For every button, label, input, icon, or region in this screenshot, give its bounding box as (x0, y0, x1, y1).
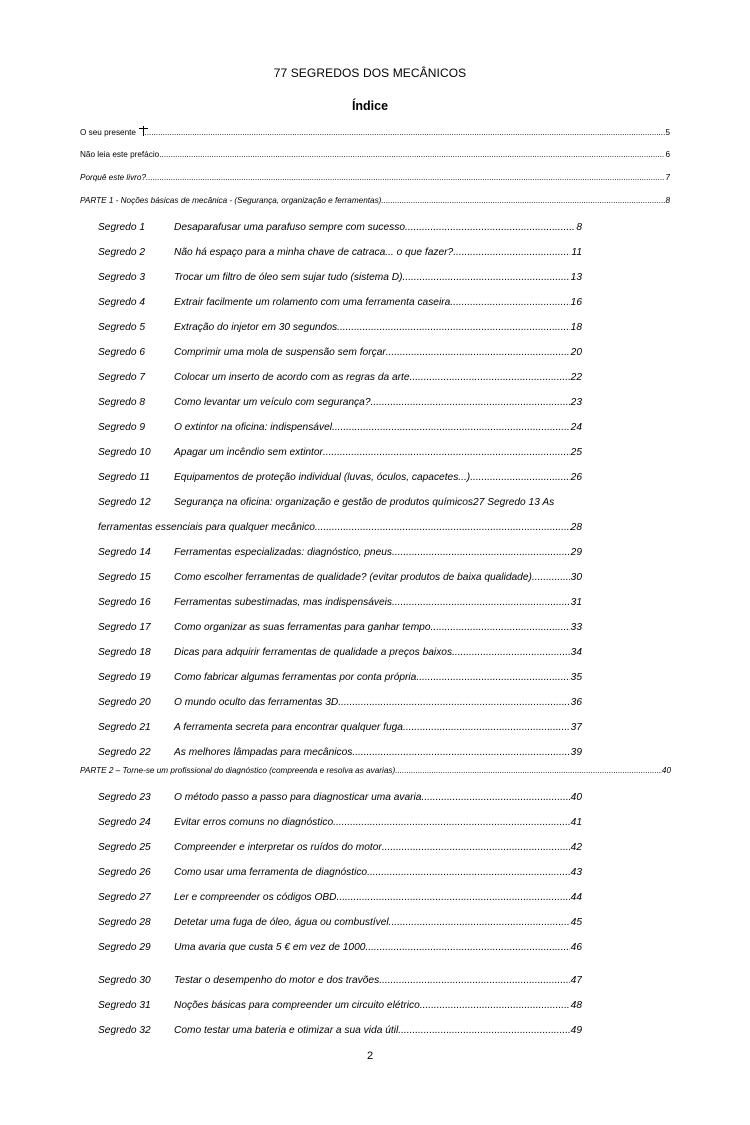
secret-label: Segredo 20 (98, 697, 151, 708)
toc-entry-secret[interactable] (98, 447, 582, 458)
secret-label: Segredo 30 (98, 975, 151, 986)
secret-label: Segredo 28 (98, 917, 151, 928)
leader-dots (367, 867, 570, 878)
toc-entry-secret[interactable] (98, 867, 582, 878)
toc-part-1[interactable] (80, 196, 670, 205)
secret-label: Segredo 29 (98, 942, 151, 953)
toc-entry-secret[interactable] (98, 975, 582, 986)
secret-title: Extração do injetor em 30 segundos (174, 322, 338, 333)
toc-entry-secret[interactable] (98, 1000, 582, 1011)
secret-label: Segredo 7 (98, 372, 146, 383)
toc-entry-secret[interactable] (98, 1025, 582, 1036)
toc-entry-secret[interactable] (98, 917, 582, 928)
secret-label: Segredo 9 (98, 422, 146, 433)
secret-page: 31 (570, 597, 582, 608)
secret-title: Dicas para adquirir ferramentas de qualidade a preços baixos (174, 647, 453, 658)
toc-entry-secret[interactable] (98, 622, 582, 633)
secret-page: 42 (570, 842, 582, 853)
leader-dots (416, 672, 569, 683)
toc-entry-secret[interactable] (98, 247, 582, 258)
leader-dots (470, 472, 569, 483)
secret-label: Segredo 5 (98, 322, 146, 333)
document-title: 77 SEGREDOS DOS MECÂNICOS (273, 66, 467, 80)
secret-title: O mundo oculto das ferramentas 3D (174, 697, 339, 708)
secret-label: Segredo 19 (98, 672, 151, 683)
leader-dots (337, 892, 570, 903)
secret-title: Detetar uma fuga de óleo, água ou combustível (174, 917, 389, 928)
secret-label: Segredo 8 (98, 397, 146, 408)
toc-entry-continuation[interactable] (98, 522, 582, 533)
secret-page: 23 (570, 397, 582, 408)
secret-label: Segredo 25 (98, 842, 151, 853)
secret-page: 47 (570, 975, 582, 986)
toc-part-page: 8 (665, 196, 670, 205)
cross-gift-icon (139, 126, 145, 136)
secret-page: 26 (570, 472, 582, 483)
secret-page: 22 (570, 372, 582, 383)
toc-entry-secret[interactable] (98, 422, 582, 433)
secret-title: Como organizar as suas ferramentas para ganhar tempo (174, 622, 431, 633)
secret-title: Compreender e interpretar os ruídos do motor (174, 842, 382, 853)
secret-label: Segredo 15 (98, 572, 151, 583)
toc-entry-secret[interactable] (98, 792, 582, 803)
toc-part-2[interactable] (80, 766, 671, 775)
toc-entry-secret[interactable] (98, 942, 582, 953)
secret-page: 36 (570, 697, 582, 708)
secret-title: Noções básicas para compreender um circuito elétrico (174, 1000, 420, 1011)
leader-dots (431, 622, 570, 633)
secret-label: Segredo 4 (98, 297, 146, 308)
secret-title: Como testar uma bateria e otimizar a sua vida útil (174, 1025, 399, 1036)
secret-label: Segredo 1 (98, 222, 146, 233)
secret-title: As melhores lâmpadas para mecânicos (174, 747, 353, 758)
leader-dots (333, 817, 570, 828)
toc-entry-page: 6 (665, 150, 670, 159)
toc-entry-secret[interactable] (98, 222, 582, 233)
secret-label: Segredo 23 (98, 792, 151, 803)
secret-label: Segredo 32 (98, 1025, 151, 1036)
leader-dots (392, 597, 570, 608)
secret-label: Segredo 17 (98, 622, 151, 633)
secret-label: Segredo 21 (98, 722, 151, 733)
leader-dots (386, 347, 570, 358)
toc-entry-secret[interactable] (98, 272, 582, 283)
leader-dots (389, 917, 570, 928)
leader-dots (371, 397, 570, 408)
secret-label: Segredo 12 (98, 497, 151, 508)
toc-entry-why[interactable] (80, 173, 670, 182)
leader-dots (395, 766, 662, 775)
secret-page: 40 (570, 792, 582, 803)
secret-label: Segredo 6 (98, 347, 146, 358)
secret-title: Desaparafusar uma parafuso sempre com sucesso (174, 222, 406, 233)
secret-page: 8 (576, 222, 582, 233)
toc-part-title: PARTE 1 - Noções básicas de mecânica - (Segurança, organização e ferramentas) (80, 196, 382, 205)
toc-part-page: 40 (661, 766, 671, 775)
secret-label: Segredo 27 (98, 892, 151, 903)
secret-title: Testar o desempenho do motor e dos travões (174, 975, 380, 986)
secret-page: 24 (570, 422, 582, 433)
toc-entry-gift[interactable] (80, 125, 670, 137)
leader-dots (403, 722, 570, 733)
leader-dots (332, 422, 570, 433)
toc-entry-secret[interactable] (98, 697, 582, 708)
toc-entry-page: 7 (665, 173, 670, 182)
secret-page: 39 (570, 747, 582, 758)
secret-label: Segredo 18 (98, 647, 151, 658)
toc-part-title: PARTE 2 – Torne-se um profissional do diagnóstico (compreenda e resolva as avarias) (80, 766, 396, 775)
toc-entry-secret[interactable] (98, 322, 582, 333)
toc-entry-secret[interactable] (98, 372, 582, 383)
leader-dots (159, 150, 665, 159)
leader-dots (381, 196, 665, 205)
secret-page: 46 (570, 942, 582, 953)
leader-dots (379, 975, 569, 986)
secret-title: Como escolher ferramentas de qualidade? (evitar produtos de baixa qualidade) (174, 572, 532, 583)
secret-title: Como fabricar algumas ferramentas por conta própria (174, 672, 417, 683)
secret-page: 35 (570, 672, 582, 683)
page-number: 2 (366, 1050, 374, 1062)
secret-page: 25 (570, 447, 582, 458)
secret-page: 18 (570, 322, 582, 333)
leader-dots (421, 792, 569, 803)
leader-dots (337, 322, 570, 333)
toc-entry-title: Não leia este prefácio (80, 150, 160, 159)
secret-label: Segredo 2 (98, 247, 146, 258)
secret-title: Segurança na oficina: organização e gestão de produtos químicos27 Segredo 13 As (174, 497, 555, 508)
leader-dots (453, 247, 570, 258)
secret-title: Trocar um filtro de óleo sem sujar tudo (sistema D) (174, 272, 403, 283)
secret-page: 45 (570, 917, 582, 928)
secret-label: Segredo 31 (98, 1000, 151, 1011)
leader-dots (452, 647, 570, 658)
toc-entry-secret[interactable] (98, 397, 582, 408)
secret-title: Ferramentas especializadas: diagnóstico, pneus (174, 547, 393, 558)
secret-title: O extintor na oficina: indispensável (174, 422, 332, 433)
secret-page: 44 (570, 892, 582, 903)
toc-entry-secret[interactable] (98, 297, 582, 308)
toc-entry-secret[interactable] (98, 747, 582, 758)
leader-dots (420, 1000, 570, 1011)
toc-entry-secret[interactable] (98, 347, 582, 358)
secret-title: Comprimir uma mola de suspensão sem forçar (174, 347, 386, 358)
secret-title: Ler e compreender os códigos OBD (174, 892, 337, 903)
toc-entry-secret[interactable] (98, 572, 582, 583)
secret-title: A ferramenta secreta para encontrar qualquer fuga (174, 722, 403, 733)
leader-dots (532, 572, 570, 583)
secret-title: Uma avaria que custa 5 € em vez de 1000 (174, 942, 366, 953)
toc-entry-preface[interactable] (80, 150, 670, 159)
toc-entry-secret[interactable] (98, 547, 582, 558)
secret-page: 34 (570, 647, 582, 658)
secret-page: 30 (570, 572, 582, 583)
secret-page: 37 (570, 722, 582, 733)
secret-page: 41 (570, 817, 582, 828)
leader-dots (392, 547, 570, 558)
secret-page: 28 (570, 522, 582, 533)
toc-entry-page: 5 (665, 128, 670, 137)
toc-entry-secret[interactable] (98, 817, 582, 828)
toc-entry-secret[interactable] (98, 497, 582, 508)
secret-label: Segredo 3 (98, 272, 146, 283)
secret-label: Segredo 26 (98, 867, 151, 878)
leader-dots (398, 1025, 569, 1036)
secret-page: 13 (570, 272, 582, 283)
secret-title: Equipamentos de proteção individual (luvas, óculos, capacetes...) (174, 472, 471, 483)
toc-entry-secret[interactable] (98, 472, 582, 483)
secret-title: ferramentas essenciais para qualquer mecânico (98, 522, 315, 533)
leader-dots (403, 272, 570, 283)
secret-title: O método passo a passo para diagnosticar uma avaria (174, 792, 422, 803)
toc-entry-secret[interactable] (98, 597, 582, 608)
toc-entry-secret[interactable] (98, 842, 582, 853)
toc-heading: Índice (351, 99, 389, 113)
leader-dots (352, 747, 569, 758)
leader-dots (410, 372, 570, 383)
secret-page: 11 (571, 247, 582, 258)
leader-dots (405, 222, 575, 233)
secret-label: Segredo 16 (98, 597, 151, 608)
leader-dots (338, 697, 569, 708)
secret-label: Segredo 14 (98, 547, 151, 558)
secret-page: 43 (570, 867, 582, 878)
secret-label: Segredo 24 (98, 817, 151, 828)
leader-dots (315, 522, 571, 533)
secret-label: Segredo 11 (98, 472, 150, 483)
toc-entry-secret[interactable] (98, 647, 582, 658)
secret-title: Não há espaço para a minha chave de catraca... o que fazer? (174, 247, 454, 258)
secret-page: 33 (570, 622, 582, 633)
secret-page: 48 (570, 1000, 582, 1011)
secret-page: 16 (570, 297, 582, 308)
toc-entry-secret[interactable] (98, 672, 582, 683)
secret-title: Como levantar um veículo com segurança? (174, 397, 371, 408)
secret-page: 29 (570, 547, 582, 558)
secret-title: Ferramentas subestimadas, mas indispensáveis (174, 597, 392, 608)
leader-dots (146, 173, 665, 182)
toc-entry-secret[interactable] (98, 722, 582, 733)
secret-page: 49 (570, 1025, 582, 1036)
secret-title: Como usar uma ferramenta de diagnóstico (174, 867, 368, 878)
toc-entry-title: Porquê este livro? (80, 173, 146, 182)
secret-page: 20 (570, 347, 582, 358)
toc-entry-title: O seu presente (80, 128, 136, 137)
leader-dots (144, 128, 665, 137)
toc-entry-secret[interactable] (98, 892, 582, 903)
leader-dots (382, 842, 570, 853)
secret-label: Segredo 22 (98, 747, 151, 758)
leader-dots (450, 297, 569, 308)
secret-title: Apagar um incêndio sem extintor (174, 447, 323, 458)
secret-title: Evitar erros comuns no diagnóstico (174, 817, 334, 828)
secret-title: Colocar um inserto de acordo com as regras da arte (174, 372, 410, 383)
secret-label: Segredo 10 (98, 447, 151, 458)
secret-title: Extrair facilmente um rolamento com uma ferramenta caseira (174, 297, 451, 308)
leader-dots (365, 942, 569, 953)
leader-dots (323, 447, 570, 458)
